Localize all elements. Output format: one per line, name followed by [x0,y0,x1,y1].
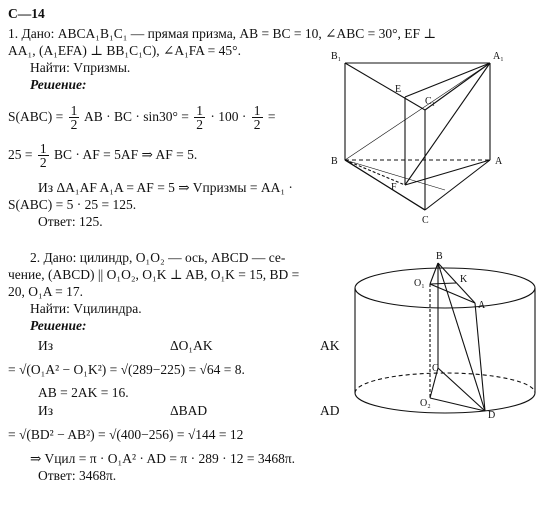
area-middle2: · 100 · [210,109,247,124]
label-b: B [331,156,338,167]
problem2-from1: Из [38,338,54,353]
fraction-half: $\frac{1}{2}$ [39,141,47,171]
problem2-eq3: = √(BD² − AB²) = √(400−256) = √144 = 12 [8,427,244,442]
cylinder-figure [350,248,545,433]
label-d: D [488,410,496,421]
problem2-tri2: ΔBAD [170,403,208,418]
label-o2: O₂ [420,398,431,409]
problem2-line3: 20, O₁A = 17. [8,284,83,299]
problem2-tri1: ΔO₁AK [170,338,213,353]
problem2-eq1: = √(O₁A² − O₁K²) = √(289−225) = √64 = 8. [8,362,245,377]
problem1-find: Найти: Vпризмы. [30,60,131,75]
problem1-line4: S(ABC) = 5 · 25 = 125. [8,197,137,212]
problem1-line2: AA₁, (A₁EFA) ⊥ BB₁C₁C), ∠A₁FA = 45°. [8,43,241,58]
problem2-answer: Ответ: 3468π. [38,468,117,483]
area-lhs: S(ABC) = [8,109,64,124]
label-e: E [395,84,402,95]
problem2-find: Найти: Vцилиндра. [30,301,142,316]
af-lhs: 25 = [8,147,33,162]
problem1-af-formula [8,140,197,170]
label-c: C [432,363,439,374]
problem1-solution-label: Решение: [30,77,87,92]
problem2-side1: AK [320,338,340,353]
area-middle: AB · BC · sin30° = [84,109,189,124]
problem1-line1: 1. Дано: ABCA₁B₁C₁ — прямая призма, AB = BC = 10, ∠ABC = 30°, EF ⊥ [8,26,437,41]
label-b: B [436,251,443,262]
label-c1: C₁ [425,96,436,107]
problem2-side2: AD [320,403,340,418]
label-a: A [495,156,503,167]
problem2-from2: Из [38,403,54,418]
fraction-half: $\frac{1}{2}$ [70,103,78,133]
problem1-answer: Ответ: 125. [38,214,103,229]
fraction-half: $\frac{1}{2}$ [196,103,204,133]
problem2-eq4: ⇒ Vцил = π · O₁A² · AD = π · 289 · 12 = 3468π. [30,451,296,466]
page-header: С—14 [8,6,45,21]
label-a1: A₁ [493,51,504,62]
label-o1: O₁ [414,278,425,289]
problem1-area-formula [8,102,276,132]
area-end: = [267,109,276,124]
label-f: F [391,182,397,193]
label-k: K [460,274,468,285]
problem2-line2: чение, (ABCD) || O₁O₂, O₁K ⊥ AB, O₁K = 15, BD = [8,267,300,282]
af-rhs: BC · AF = 5AF ⇒ AF = 5. [54,147,198,162]
label-b1: B₁ [331,51,342,62]
problem2-line1: 2. Дано: цилиндр, O₁O₂ — ось, ABCD — се- [30,250,286,265]
label-c: C [422,215,429,226]
problem1-line3: Из ΔA₁AF A₁A = AF = 5 ⇒ Vпризмы = AA₁ · [38,180,293,195]
fraction-half: $\frac{1}{2}$ [253,103,261,133]
label-a: A [478,300,486,311]
problem2-eq2: AB = 2AK = 16. [38,385,129,400]
prism-figure [325,45,545,235]
problem2-solution-label: Решение: [30,318,87,333]
